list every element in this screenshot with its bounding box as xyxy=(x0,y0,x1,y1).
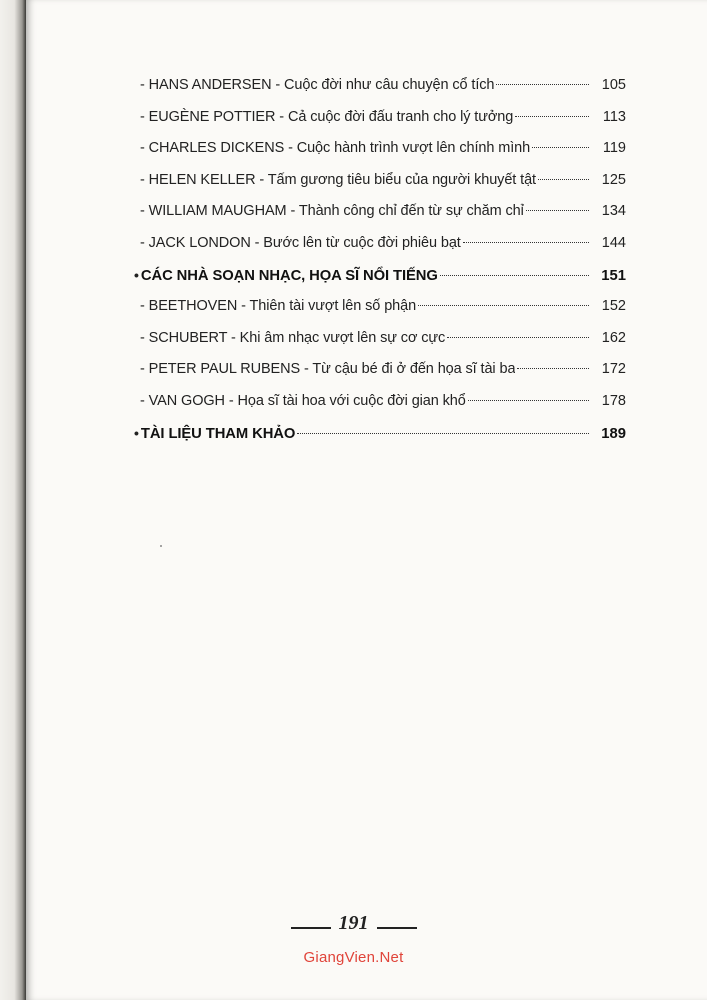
toc-section-references[interactable] xyxy=(134,418,626,450)
toc-section-title: TÀI LIỆU THAM KHẢO xyxy=(140,425,296,442)
toc-section-composers-painters[interactable] xyxy=(134,260,626,292)
dot-leader xyxy=(297,433,589,434)
toc-entry-page: 134 xyxy=(601,203,626,220)
toc-entry-helen-keller[interactable] xyxy=(140,165,626,197)
toc-entry-title: - EUGÈNE POTTIER - Cả cuộc đời đấu tranh cho lý tưởng xyxy=(140,108,514,125)
dot-leader xyxy=(526,210,589,211)
dot-leader xyxy=(418,305,589,306)
toc-entry-page: 119 xyxy=(602,140,626,157)
toc-entry-hans-andersen[interactable] xyxy=(140,70,626,102)
bullet-icon: • xyxy=(134,266,139,283)
toc-entry-jack-london[interactable] xyxy=(140,228,626,260)
table-of-contents xyxy=(134,70,626,449)
dot-leader xyxy=(532,147,589,148)
toc-entry-title: - BEETHOVEN - Thiên tài vượt lên số phận xyxy=(140,298,417,315)
toc-entry-page: 113 xyxy=(602,108,626,125)
toc-entry-page: 125 xyxy=(601,171,626,188)
dot-leader xyxy=(515,116,589,117)
toc-entry-title: - CHARLES DICKENS - Cuộc hành trình vượt lên chính mình xyxy=(140,140,531,157)
dot-leader xyxy=(440,275,589,276)
footer-rule-right xyxy=(377,927,417,929)
paper-speck xyxy=(160,545,162,547)
dot-leader xyxy=(517,368,589,369)
footer-rule-left xyxy=(291,927,331,929)
toc-entry-beethoven[interactable] xyxy=(140,291,626,323)
toc-entry-william-maugham[interactable] xyxy=(140,196,626,228)
toc-entry-page: 172 xyxy=(601,361,626,378)
toc-entry-page: 105 xyxy=(601,77,626,93)
watermark: GiangVien.Net xyxy=(303,949,404,966)
toc-entry-title: - SCHUBERT - Khi âm nhạc vượt lên sự cơ cực xyxy=(140,329,446,346)
dot-leader xyxy=(463,242,589,243)
dot-leader xyxy=(447,337,589,338)
toc-entry-title: - VAN GOGH - Họa sĩ tài hoa với cuộc đời gian khổ xyxy=(140,392,466,409)
page-number xyxy=(0,912,707,935)
toc-entry-title: - JACK LONDON - Bước lên từ cuộc đời phiêu bạt xyxy=(140,234,461,251)
toc-entry-page: 151 xyxy=(601,267,626,284)
dot-leader xyxy=(468,400,589,401)
toc-entry-title: - HANS ANDERSEN - Cuộc đời như câu chuyện cổ tích xyxy=(140,77,495,93)
toc-entry-title: - WILLIAM MAUGHAM - Thành công chỉ đến từ sự chăm chỉ xyxy=(140,203,524,220)
toc-entry-eugene-pottier[interactable] xyxy=(140,102,626,134)
toc-entry-page: 162 xyxy=(601,329,626,346)
toc-entry-page: 152 xyxy=(601,298,626,315)
book-spine-edge xyxy=(0,0,26,1000)
toc-entry-title: - HELEN KELLER - Tấm gương tiêu biểu của người khuyết tật xyxy=(140,171,536,188)
toc-entry-page: 178 xyxy=(601,392,626,409)
toc-entry-schubert[interactable] xyxy=(140,323,626,355)
toc-entry-charles-dickens[interactable] xyxy=(140,133,626,165)
dot-leader xyxy=(538,179,589,180)
toc-entry-page: 189 xyxy=(601,425,626,442)
toc-section-title: CÁC NHÀ SOẠN NHẠC, HỌA SĨ NỔI TIẾNG xyxy=(140,267,438,284)
toc-entry-title: - PETER PAUL RUBENS - Từ cậu bé đi ở đến họa sĩ tài ba xyxy=(140,361,516,378)
toc-entry-page: 144 xyxy=(601,234,626,251)
bullet-icon: • xyxy=(134,424,139,441)
page-number-value: 191 xyxy=(338,912,369,934)
toc-entry-van-gogh[interactable] xyxy=(140,386,626,418)
toc-entry-peter-paul-rubens[interactable] xyxy=(140,354,626,386)
dot-leader xyxy=(496,84,589,85)
